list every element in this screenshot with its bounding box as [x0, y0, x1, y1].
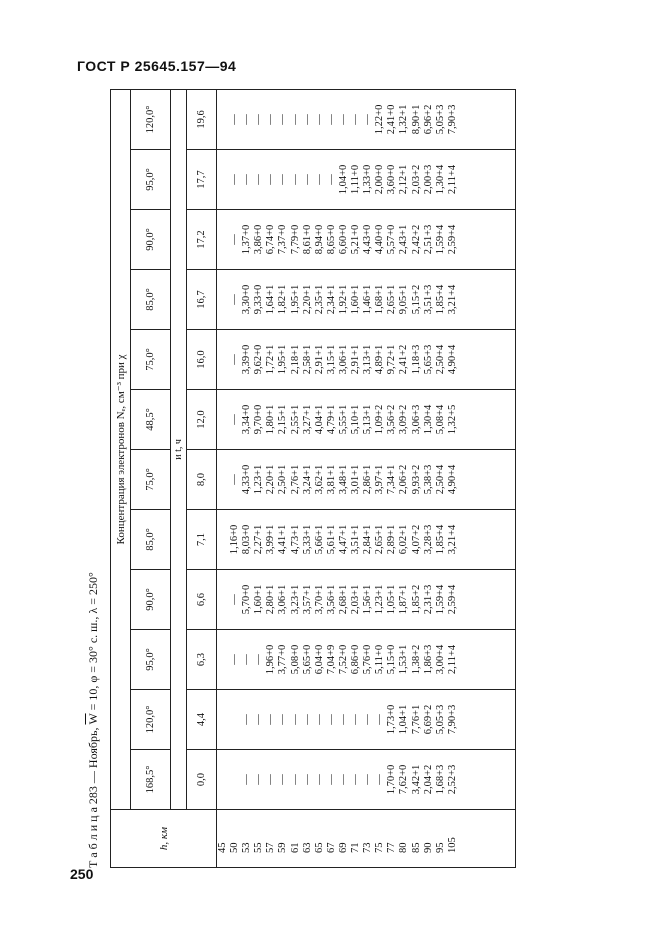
time-header-2: 4,4	[187, 690, 217, 750]
caption-prefix: Т а б л и ц а 283 — Ноябрь,	[86, 724, 100, 868]
data-column-11	[217, 150, 516, 210]
caption-w-symbol: $\overline{W}$	[86, 713, 100, 725]
time-header-6: 8,0	[187, 450, 217, 510]
column-values: — 1,37+0 3,86+0 6,74+0 7,37+0 7,79+0 8,61+0 8,94+0 8,65+0 6,60+0 5,21+0 4,43+0 4,40+0 5,57+0 2,43+1 2,42+2 2,51+3 1,59+4 2,59+4	[229, 224, 458, 255]
time-header-7: 12,0	[187, 390, 217, 450]
time-header-3: 6,3	[187, 630, 217, 690]
data-column-8	[217, 330, 516, 390]
data-column-6	[217, 450, 516, 510]
time-subheader: и t, ч	[171, 89, 187, 809]
data-column-4	[217, 570, 516, 630]
time-header-12: 19,6	[187, 89, 217, 149]
column-values: — — — — — — — — — — — — 1,70+0 7,62+0 3,42+1 2,04+2 1,68+3 2,52+3	[241, 764, 458, 795]
document-header: ГОСТ Р 25645.157—94	[77, 58, 237, 74]
column-values: — 3,30+0 9,33+0 1,64+1 1,82+1 1,95+1 2,20+1 2,35+1 2,34+1 1,92+1 1,60+1 1,46+1 1,68+1 2,65+1 9,05+1 5,15+2 3,51+3 1,85+4 3,21+4	[229, 284, 458, 315]
time-header-8: 16,0	[187, 330, 217, 390]
chi-header-11: 95,0°	[131, 150, 171, 210]
chi-header-4: 90,0°	[131, 570, 171, 630]
chi-header-1: 168,5°	[131, 750, 171, 810]
chi-header-row	[131, 89, 171, 867]
data-column-2	[217, 690, 516, 750]
data-column-3	[217, 630, 516, 690]
chi-header-2: 120,0°	[131, 690, 171, 750]
group-header: Концентрация электронов Nₑ, см⁻³ при χ	[111, 89, 131, 809]
chi-header-3: 95,0°	[131, 630, 171, 690]
time-header-row	[187, 89, 217, 867]
data-column-9	[217, 270, 516, 330]
data-column-1	[217, 750, 516, 810]
table-body-row	[217, 89, 516, 867]
time-header-5: 7,1	[187, 510, 217, 570]
chi-header-9: 85,0°	[131, 270, 171, 330]
time-header-4: 6,6	[187, 570, 217, 630]
data-column-5	[217, 510, 516, 570]
caption-suffix: = 10, φ = 30° с. ш., λ = 250°	[86, 572, 100, 714]
column-values: — — — — — — — — — — — — 1,22+0 2,41+0 1,32+1 8,90+1 6,96+2 5,05+3 7,90+3	[229, 104, 458, 135]
h-values-cell	[217, 810, 516, 868]
chi-header-7: 48,5°	[131, 390, 171, 450]
h-column-header: h, км	[111, 810, 217, 868]
chi-header-10: 90,0°	[131, 210, 171, 270]
column-values: — 4,33+0 1,23+1 2,20+1 2,50+1 2,76+1 3,24+1 3,62+1 3,81+1 3,48+1 3,01+1 2,86+1 3,97+1 7,34+1 2,06+2 9,93+2 5,38+3 2,50+4 4,90+4	[229, 464, 458, 495]
table-caption	[80, 90, 106, 868]
chi-header-8: 75,0°	[131, 330, 171, 390]
column-values: — — — 1,96+0 3,77+0 5,08+0 5,65+0 6,04+0 7,04+9 7,52+0 6,86+0 5,76+0 5,11+0 5,15+0 1,53+1 1,38+2 1,86+3 3,00+4 2,11+4	[229, 644, 458, 675]
column-values: — — — — — — — — — — — — 1,73+0 1,04+1 7,76+1 6,69+2 5,05+3 7,90+3	[241, 704, 458, 735]
data-column-12	[217, 89, 516, 149]
chi-header-6: 75,0°	[131, 450, 171, 510]
page-number: 250	[70, 866, 94, 882]
time-header-9: 16,7	[187, 270, 217, 330]
column-values: — 5,70+0 1,60+1 2,80+1 3,06+1 3,23+1 3,57+1 3,70+1 3,56+1 2,68+1 2,03+1 1,56+1 1,23+1 1,05+1 1,87+1 1,85+2 2,31+3 1,59+4 2,59+4	[229, 584, 458, 615]
column-values: — — — — — — — — — 1,04+0 1,11+0 1,33+0 2,00+0 3,60+0 2,12+1 2,03+2 2,00+3 1,30+4 2,11+4	[229, 164, 458, 195]
chi-header-12: 120,0°	[131, 89, 171, 149]
time-header-10: 17,2	[187, 210, 217, 270]
chi-header-5: 85,0°	[131, 510, 171, 570]
electron-concentration-table	[110, 89, 516, 868]
column-values: 1,16+0 8,03+0 2,27+1 3,99+1 4,41+1 4,73+1 5,33+1 5,66+1 5,61+1 4,47+1 3,51+1 2,84+1 2,65+1 2,89+1 6,02+1 4,07+2 3,28+3 1,85+4 3,21+4	[229, 524, 458, 555]
column-values: — 3,34+0 9,70+0 1,80+1 2,15+1 2,55+1 3,27+1 4,04+1 4,79+1 5,55+1 5,10+1 5,13+1 1,09+2 3,56+2 3,09+2 3,06+3 1,30+4 5,08+4 1,32+5	[229, 404, 458, 435]
time-header-11: 17,7	[187, 150, 217, 210]
column-values: — 3,39+0 9,62+0 1,72+1 1,95+1 2,18+1 2,58+1 2,91+1 3,15+1 3,06+1 2,91+1 3,13+1 4,89+1 9,72+1 2,41+2 1,18+3 5,65+3 2,50+4 4,90+4	[229, 344, 458, 375]
h-values: 45 50 53 55 57 59 61 63 65 67 69 71 73 75 77 80 85 90 95 105	[217, 837, 458, 853]
time-header-1: 0,0	[187, 750, 217, 810]
rotated-table-block	[80, 90, 518, 868]
data-column-10	[217, 210, 516, 270]
data-column-7	[217, 390, 516, 450]
